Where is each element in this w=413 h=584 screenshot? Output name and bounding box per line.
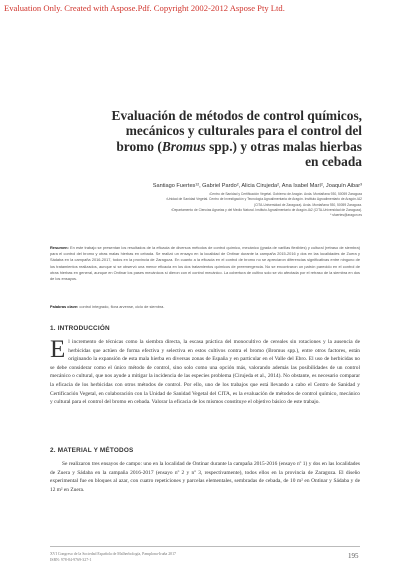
watermark-text: Evaluation Only. Created with Aspose.Pdf. Copyright 2002-2012 Aspose Pty Ltd. [4, 3, 285, 13]
materials-methods-body: Se realizaron tres ensayos de campo: uno en la localidad de Ontinar durante la campaña 2015-2016 (ensayo nº 1) y dos en las localidades de Zuera y Sádaba en la campaña 2016-2017 (ensayo nº 2 y nº 3, respectivamente), todos ellos en la provincia de Zaragoza. El diseño experimental fue en bloques al azar, con cuatro repeticiones y parcelas elementales, sembradas de cebada, de 10 m² en Ontinar y Sádaba y de 12 m² en Zuera. [50, 461, 360, 493]
footer-isbn: ISBN: 978-84-9769-327-1 [50, 558, 92, 562]
title-line-3-post: spp.) y otras malas hierbas [205, 138, 362, 154]
abstract [50, 245, 360, 282]
paper-title [60, 108, 362, 170]
title-line-3-pre: bromo ( [116, 138, 162, 154]
affiliation-2: ²Unidad de Sanidad Vegetal. Centro de Investigación y Tecnología Agroalimentaria de Aragón. Instituto Agroalimentario de Aragón-IA2 [166, 197, 362, 202]
keywords [50, 304, 360, 309]
keywords-label: Palabras clave: [50, 304, 79, 309]
footer [50, 551, 176, 563]
introduction-text: l incremento de técnicas como la siembra directa, la escasa práctica del monocultivo de cereales sin rotaciones y la ausencia de herbicidas que actúen de forma efectiva y selectiva en estos cultivos contra el bromo (Bromus spp.), entre otros factores, están originando la expansión de esta mala hierba en diversas zonas de España y en particular en el Valle del Ebro. El uso de herbicidas no se debe considerar como el único método de control, sino solo como una opción más, valorando además las posibilidades de un control mecánico o cultural, que nos ayude a mitigar la incidencia de las especies problema (Cirujeda et al., 2014). No obstante, es necesario comparar la eficacia de los herbicidas con otros métodos de control. Por ello, uno de los trabajos que está llevando a cabo el Centro de Sanidad y Certificación Vegetal, en colaboración con la Unidad de Sanidad Vegetal del CITA, es la evaluación de métodos de control químico, mecánico y cultural para el control del bromo en cebada. Valorar la eficacia de los mismos constituye el objetivo básico de este trabajo. [50, 339, 360, 406]
affiliation-4: ³Departamento de Ciencias Agrarias y del Medio Natural. Instituto Agroalimentario de Aragón-IA2 (CITA-Universidad de Zaragoza). [171, 207, 362, 212]
affiliation-3: (CITA-Universidad de Zaragoza). Avda. Montañana 930, 50059 Zaragoza. [253, 202, 362, 207]
abstract-text: En este trabajo se presentan los resultados de la eficacia de diversos métodos de control químico, mecánico (grada de varillas flexibles) y cultural (retraso de siembra) para el control del bromo y otras malas hierbas en cebada. Se realizó un ensayo en la localidad de Ontinar durante la campaña 2015-2016 y dos en las localidades de Zuera y Sádaba en la campaña 2016-2017, todos en la provincia de Zaragoza. En cuanto a la eficacia en el control de bromo no se apreciaron diferencias significativas entre ninguno de los tratamientos realizados, aunque sí se observó una menor eficacia en los dos tratamientos químicos de preemergencia. No se encontraron un patrón parecido en el control de otras hierbas en general, aunque en Ontinar los pases mecánicos sí dieron con el control mecánico. La cobertura de cultivo solo se vio afectada por el retraso de la siembra en dos de los ensayos. [50, 245, 360, 282]
title-line-2: mecánicos y culturales para el control del [125, 123, 362, 139]
keywords-text: control integrado, flora arvense, ciclo de siembra. [78, 304, 165, 309]
drop-cap: E [50, 336, 66, 363]
title-line-4: en cebada [305, 154, 362, 170]
abstract-label: Resumen: [50, 245, 69, 250]
author-email: * sfuertes@aragon.es [330, 213, 362, 218]
footer-divider [50, 546, 360, 547]
affiliations [60, 192, 362, 218]
title-line-1: Evaluación de métodos de control químicos, [111, 108, 362, 123]
author-list: Santiago Fuertes¹², Gabriel Pardo², Alicia Cirujeda², Ana Isabel Marí², Joaquín Aibar³ [152, 183, 362, 189]
introduction-body [50, 338, 360, 407]
affiliation-1: ¹Centro de Sanidad y Certificación Vegetal. Gobierno de Aragón. Avda. Montañana 930, 50059 Zaragoza [208, 192, 362, 196]
title-scientific-name: Bromus [161, 138, 206, 154]
footer-conference: XVI Congreso de la Sociedad Española de Malherbología, Pamplona-Iruña 2017 [50, 552, 176, 556]
section-heading-materials-methods: 2. MATERIAL Y MÉTODOS [50, 447, 134, 454]
page-number: 195 [348, 552, 359, 560]
section-heading-introduction: 1. INTRODUCCIÓN [50, 325, 110, 332]
title-line-3 [60, 139, 362, 154]
